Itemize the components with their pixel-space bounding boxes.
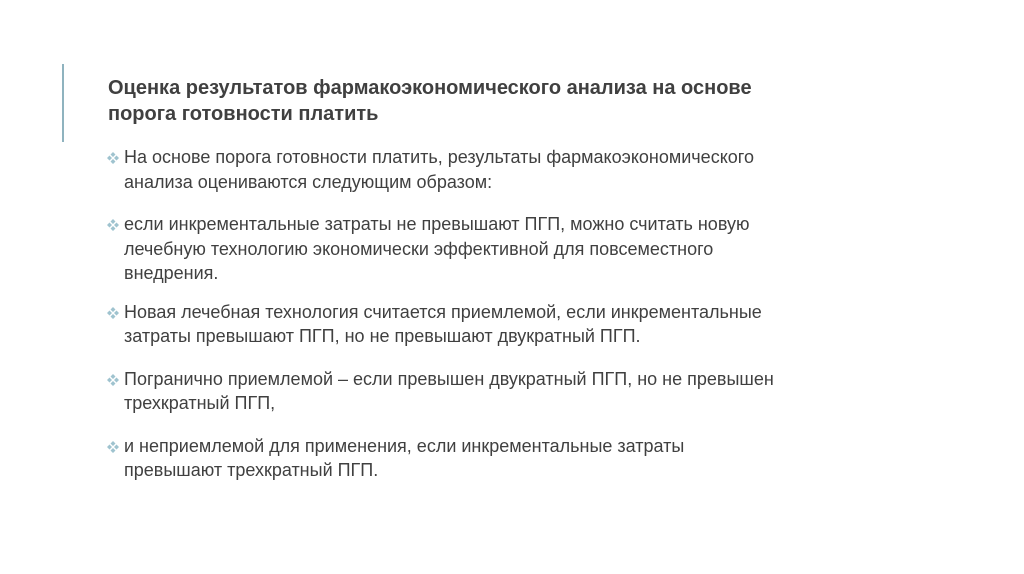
bullet-item	[104, 434, 924, 483]
bullet-text-line: внедрения.	[124, 263, 219, 283]
diamond-bullet-icon	[106, 373, 120, 387]
bullet-text-line: анализа оцениваются следующим образом:	[124, 171, 493, 192]
bullet-item	[104, 300, 924, 349]
diamond-bullet-icon	[106, 218, 120, 232]
diamond-bullet-icon	[106, 440, 120, 454]
bullet-text-line: превышают трехкратный ПГП.	[124, 460, 379, 480]
bullet-text-line: лечебную технологию экономически эффективной для повсеместного	[124, 238, 714, 259]
slide-title	[108, 75, 908, 127]
bullet-text-line: и неприемлемой для применения, если инкрементальные затраты	[124, 435, 685, 456]
slide-title-line: порога готовности платить	[108, 103, 379, 125]
bullet-text-line: Новая лечебная технология считается приемлемой, если инкрементальные	[124, 301, 762, 322]
accent-bar	[62, 64, 64, 142]
diamond-bullet-icon	[106, 306, 120, 320]
bullet-text-line: если инкрементальные затраты не превышают ПГП, можно считать новую	[124, 214, 750, 234]
bullet-item	[104, 212, 924, 286]
bullet-list	[104, 145, 924, 501]
bullet-item	[104, 145, 924, 194]
bullet-text-line: На основе порога готовности платить, результаты фармакоэкономического	[124, 147, 754, 167]
diamond-bullet-icon	[106, 151, 120, 165]
bullet-text-line: Погранично приемлемой – если превышен двукратный ПГП, но не превышен	[124, 368, 774, 389]
bullet-text-line: трехкратный ПГП,	[124, 393, 276, 413]
bullet-item	[104, 367, 924, 416]
slide-title-line: Оценка результатов фармакоэкономического анализа на основе	[108, 77, 752, 99]
bullet-text-line: затраты превышают ПГП, но не превышают двукратный ПГП.	[124, 326, 641, 346]
